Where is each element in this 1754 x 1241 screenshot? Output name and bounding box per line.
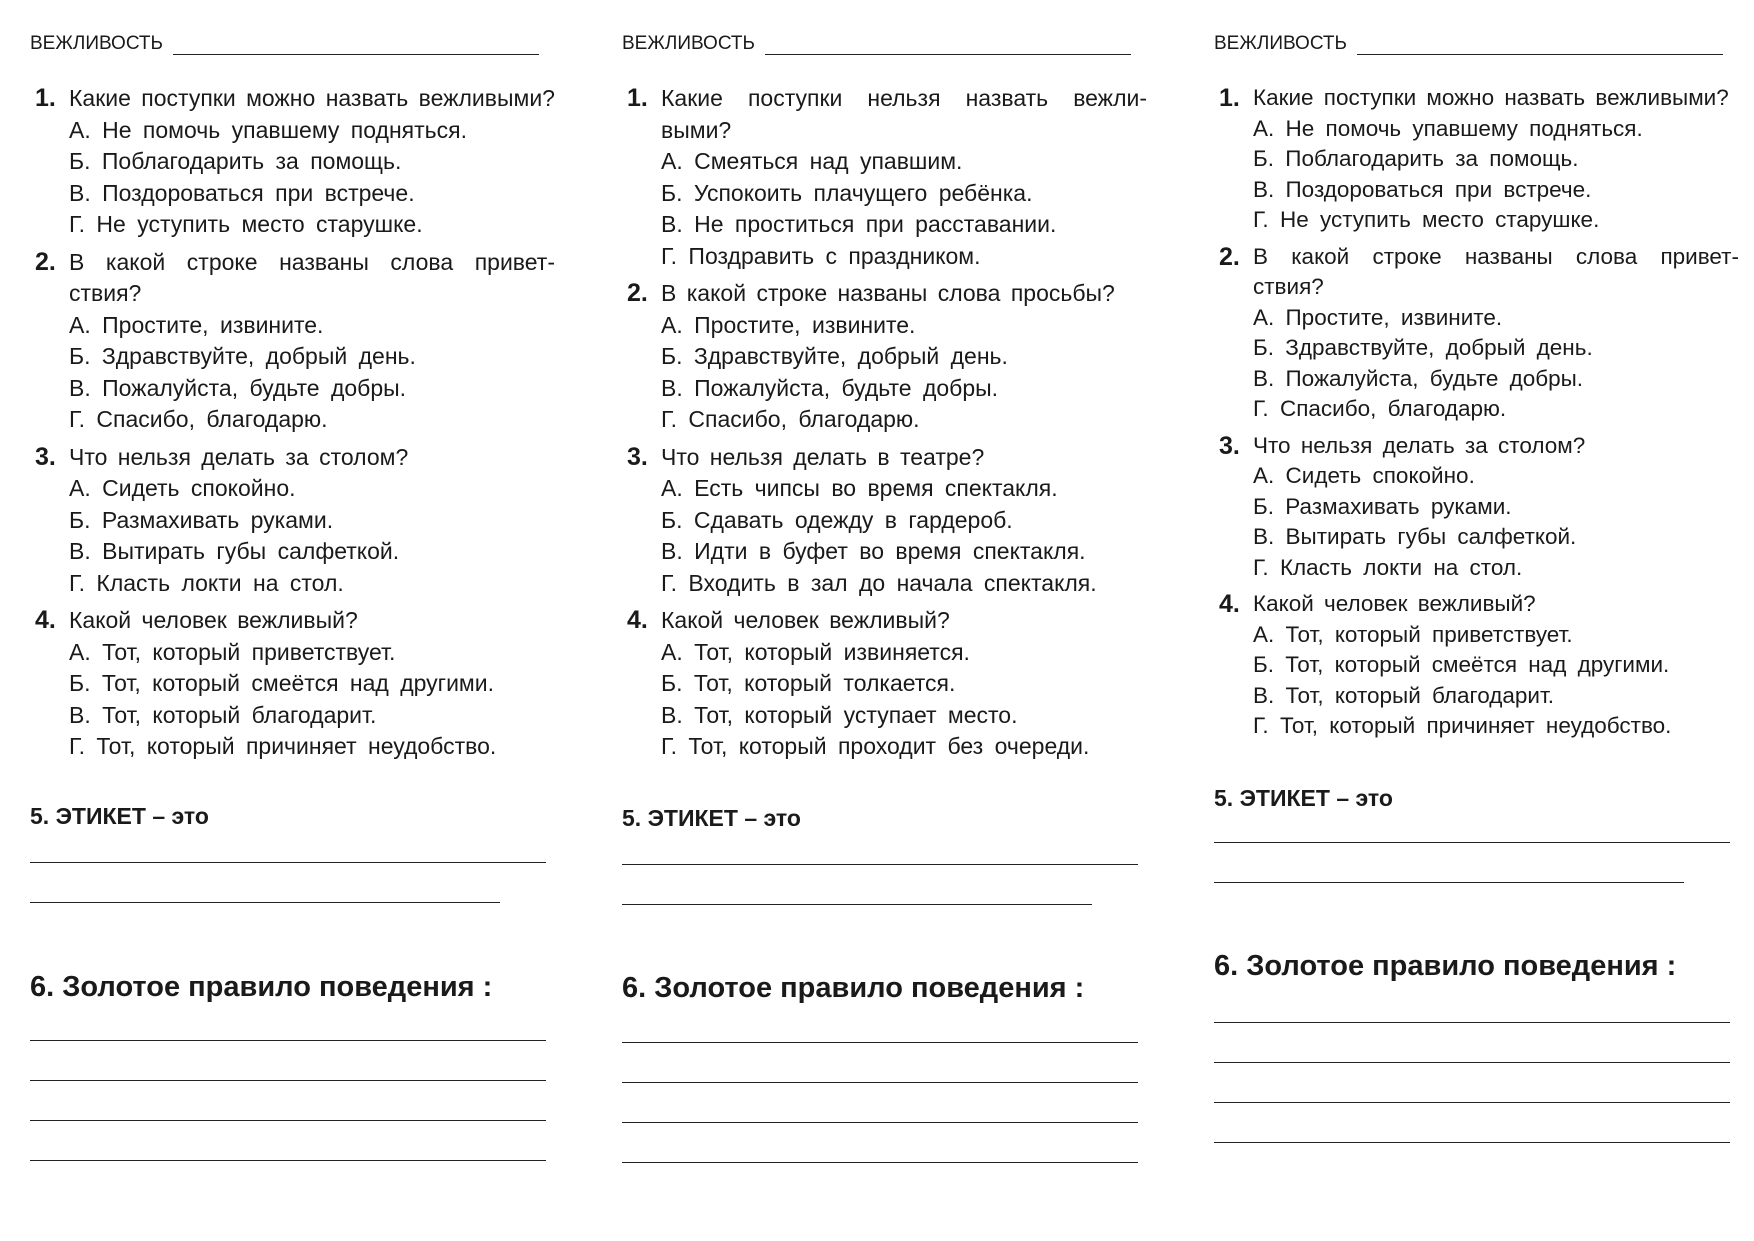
- header-title: ВЕЖЛИВОСТЬ: [1214, 33, 1347, 54]
- answer-option: Б. Тот, который смеётся над другими.: [69, 670, 494, 696]
- question-text: В какой строке названы слова привет-ствия?: [69, 248, 555, 306]
- question-text: Какие поступки можно назвать вежливыми?: [69, 85, 555, 111]
- question-1: [1219, 83, 1739, 236]
- question-number: 3.: [627, 442, 648, 471]
- question-list: [1219, 83, 1739, 748]
- question-text: Что нельзя делать за столом?: [69, 443, 409, 470]
- answer-line: [622, 1042, 1138, 1043]
- question-1: [35, 83, 555, 241]
- question-list: [35, 83, 555, 769]
- question-text: Какие поступки нельзя назвать вежли-выми?: [661, 85, 1147, 143]
- answer-option: А. Тот, который извиняется.: [661, 638, 970, 665]
- worksheet-header: [30, 33, 539, 55]
- answer-line: [30, 1080, 546, 1081]
- question-text: Какой человек вежливый?: [661, 607, 950, 633]
- answer-option: А. Есть чипсы во время спектакля.: [661, 475, 1058, 501]
- answer-option: А. Тот, который приветствует.: [69, 638, 396, 665]
- question-number: 3.: [35, 442, 56, 471]
- answer-option: Г. Не уступить место старушке.: [1253, 207, 1600, 232]
- golden-rule-question: 6. Золотое правило поведения :: [30, 971, 493, 1003]
- answer-option: А. Тот, который приветствует.: [1253, 621, 1573, 647]
- answer-option: В. Вытирать губы салфеткой.: [1253, 524, 1577, 549]
- answer-option: Г. Класть локти на стол.: [69, 569, 344, 596]
- question-number: 2.: [1219, 242, 1240, 271]
- answer-line: [622, 1122, 1138, 1123]
- answer-option: А. Смеяться над упавшим.: [661, 148, 963, 174]
- question-2: [35, 247, 555, 436]
- answer-option: А. Простите, извините.: [69, 311, 324, 338]
- answer-option: Г. Тот, который причиняет неудобство.: [69, 733, 497, 759]
- answer-option: А. Простите, извините.: [661, 311, 916, 338]
- name-blank-line: [1357, 36, 1723, 55]
- answer-option: Б. Тот, который смеётся над другими.: [1253, 652, 1670, 677]
- golden-rule-question: 6. Золотое правило поведения :: [1214, 950, 1677, 982]
- question-2: [627, 278, 1147, 436]
- question-number: 2.: [627, 279, 648, 307]
- answer-option: Г. Спасибо, благодарю.: [661, 406, 920, 432]
- question-2: [1219, 242, 1739, 425]
- answer-line: [622, 864, 1138, 865]
- question-text: Что нельзя делать в театре?: [661, 443, 985, 470]
- answer-option: В. Тот, который благодарит.: [69, 701, 377, 728]
- question-number: 3.: [1219, 431, 1240, 460]
- answer-line: [30, 1040, 546, 1041]
- answer-line: [1214, 1142, 1730, 1143]
- answer-option: В. Идти в буфет во время спектакля.: [661, 538, 1086, 564]
- answer-option: Б. Здравствуйте, добрый день.: [69, 343, 416, 369]
- answer-option: Г. Входить в зал до начала спектакля.: [661, 569, 1097, 596]
- header-title: ВЕЖЛИВОСТЬ: [622, 33, 755, 54]
- header-title: ВЕЖЛИВОСТЬ: [30, 33, 163, 54]
- name-blank-line: [765, 36, 1131, 55]
- answer-option: Б. Размахивать руками.: [1253, 493, 1512, 519]
- question-number: 4.: [1219, 590, 1240, 618]
- answer-option: Б. Успокоить плачущего ребёнка.: [661, 179, 1033, 206]
- answer-option: В. Поздороваться при встрече.: [1253, 176, 1592, 202]
- answer-option: Г. Не уступить место старушке.: [69, 211, 423, 237]
- question-4: [627, 605, 1147, 763]
- answer-option: Г. Класть локти на стол.: [1253, 554, 1523, 580]
- answer-option: В. Пожалуйста, будьте добры.: [69, 374, 407, 401]
- answer-option: Б. Размахивать руками.: [69, 506, 334, 533]
- answer-option: Б. Поблагодарить за помощь.: [1253, 146, 1579, 171]
- answer-option: А. Сидеть спокойно.: [1253, 463, 1475, 488]
- answer-option: А. Не помочь упавшему подняться.: [1253, 115, 1643, 141]
- answer-line: [1214, 842, 1730, 843]
- question-text: В какой строке названы слова привет-ствия?: [1253, 243, 1739, 299]
- answer-option: Г. Спасибо, благодарю.: [1253, 396, 1507, 421]
- answer-option: Б. Здравствуйте, добрый день.: [661, 343, 1008, 369]
- question-number: 4.: [627, 606, 648, 634]
- golden-rule-question: 6. Золотое правило поведения :: [622, 972, 1085, 1004]
- answer-line: [622, 904, 1092, 905]
- answer-line: [30, 862, 546, 863]
- answer-option: А. Не помочь упавшему подняться.: [69, 116, 467, 143]
- question-number: 4.: [35, 606, 56, 634]
- question-list: [627, 83, 1147, 769]
- answer-option: Б. Сдавать одежду в гардероб.: [661, 506, 1013, 533]
- question-number: 1.: [627, 84, 648, 112]
- question-number: 1.: [35, 84, 56, 112]
- etiket-question: 5. ЭТИКЕТ – это: [1214, 785, 1393, 811]
- answer-option: А. Простите, извините.: [1253, 304, 1503, 330]
- answer-line: [1214, 1022, 1730, 1023]
- answer-option: В. Поздороваться при встрече.: [69, 179, 415, 206]
- worksheet-header: [622, 33, 1131, 55]
- answer-line: [1214, 1102, 1730, 1103]
- question-text: Какой человек вежливый?: [69, 607, 358, 633]
- answer-line: [622, 1162, 1138, 1163]
- answer-option: В. Тот, который благодарит.: [1253, 682, 1555, 708]
- question-text: Какие поступки можно назвать вежливыми?: [1253, 85, 1729, 110]
- answer-option: В. Не проститься при расставании.: [661, 211, 1057, 237]
- question-4: [35, 605, 555, 763]
- answer-option: В. Вытирать губы салфеткой.: [69, 538, 400, 564]
- answer-option: Б. Тот, который толкается.: [661, 670, 956, 696]
- question-text: Какой человек вежливый?: [1253, 591, 1536, 616]
- answer-line: [1214, 882, 1684, 883]
- question-text: В какой строке названы слова просьбы?: [661, 280, 1115, 306]
- name-blank-line: [173, 36, 539, 55]
- etiket-question: 5. ЭТИКЕТ – это: [622, 805, 801, 831]
- answer-option: Г. Спасибо, благодарю.: [69, 406, 328, 432]
- answer-line: [1214, 1062, 1730, 1063]
- answer-line: [622, 1082, 1138, 1083]
- answer-option: В. Пожалуйста, будьте добры.: [661, 374, 999, 401]
- question-4: [1219, 589, 1739, 742]
- worksheet-header: [1214, 33, 1723, 55]
- answer-option: Б. Поблагодарить за помощь.: [69, 148, 402, 174]
- answer-option: Г. Тот, который проходит без очереди.: [661, 733, 1090, 759]
- answer-line: [30, 1160, 546, 1161]
- answer-option: В. Пожалуйста, будьте добры.: [1253, 365, 1584, 391]
- question-3: [35, 442, 555, 600]
- answer-option: Г. Тот, который причиняет неудобство.: [1253, 713, 1672, 738]
- answer-option: В. Тот, который уступает место.: [661, 701, 1018, 728]
- answer-line: [30, 1120, 546, 1121]
- answer-line: [30, 902, 500, 903]
- question-1: [627, 83, 1147, 272]
- question-number: 1.: [1219, 84, 1240, 112]
- etiket-question: 5. ЭТИКЕТ – это: [30, 803, 209, 829]
- question-3: [627, 442, 1147, 600]
- answer-option: Г. Поздравить с праздником.: [661, 242, 981, 269]
- answer-option: А. Сидеть спокойно.: [69, 475, 296, 501]
- question-3: [1219, 431, 1739, 584]
- question-number: 2.: [35, 247, 56, 276]
- question-text: Что нельзя делать за столом?: [1253, 432, 1586, 458]
- answer-option: Б. Здравствуйте, добрый день.: [1253, 335, 1593, 360]
